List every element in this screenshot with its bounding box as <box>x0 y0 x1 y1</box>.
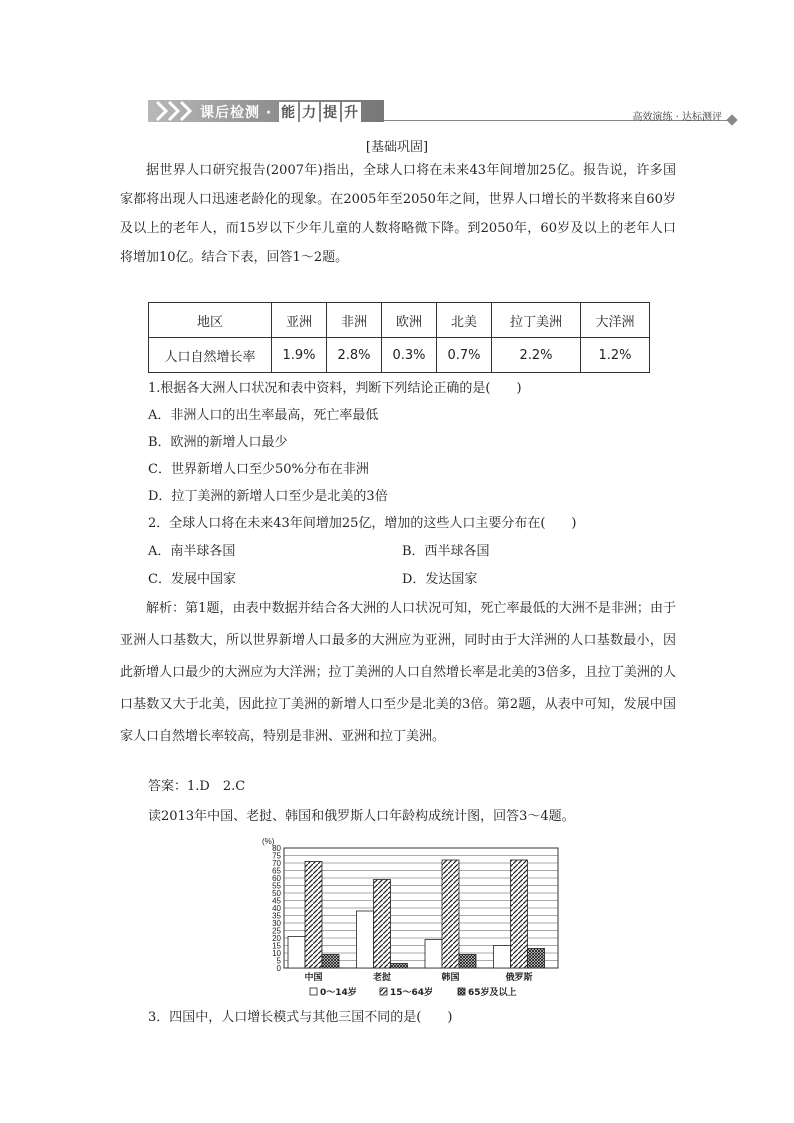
y-tick-label: 5 <box>276 956 281 966</box>
x-tick-label: 中国 <box>304 973 323 983</box>
bar-working-age <box>305 862 322 969</box>
table-cell: 大洋洲 <box>581 303 650 338</box>
y-tick-label: 20 <box>272 934 281 943</box>
banner-title-main: 课后检测 <box>200 105 260 121</box>
bar-elderly <box>322 955 339 969</box>
table-cell: 亚洲 <box>272 303 327 338</box>
table-cell: 2.8% <box>327 338 382 373</box>
table-cell: 0.3% <box>382 338 437 373</box>
table-cell: 非洲 <box>327 303 382 338</box>
section-header <box>148 100 736 122</box>
table-cell: 1.2% <box>581 338 650 373</box>
banner-char: 提 <box>321 102 340 122</box>
bar-elderly <box>528 949 545 969</box>
question-2-option-c: C．发展中国家 <box>148 572 236 587</box>
table-cell: 地区 <box>149 303 272 338</box>
question-1-option-b: B．欧洲的新增人口最少 <box>148 435 288 450</box>
age-structure-chart <box>248 834 568 1002</box>
table-cell: 拉丁美洲 <box>492 303 581 338</box>
legend-label: 0～14岁 <box>320 988 357 998</box>
chart-intro: 读2013年中国、老挝、韩国和俄罗斯人口年龄构成统计图，回答3～4题。 <box>148 809 575 824</box>
legend-swatch <box>458 988 465 995</box>
header-banner <box>148 100 384 122</box>
bar-working-age <box>442 860 459 968</box>
y-tick-label: 45 <box>272 896 281 906</box>
bar-elderly <box>459 955 476 969</box>
table-row <box>149 338 650 373</box>
bar-children <box>357 911 374 968</box>
table-cell: 北美 <box>437 303 492 338</box>
y-axis-label: (%) <box>262 837 275 846</box>
question-2-option-b: B．西半球各国 <box>402 544 490 559</box>
y-tick-label: 60 <box>272 874 281 883</box>
y-tick-label: 55 <box>272 881 281 891</box>
question-1-stem: 1.根据各大洲人口状况和表中资料，判断下列结论正确的是( ) <box>148 381 522 396</box>
growth-rate-table <box>148 302 650 373</box>
y-tick-label: 10 <box>272 949 281 958</box>
banner-char: 能 <box>279 102 298 122</box>
legend-label: 65岁及以上 <box>468 988 517 998</box>
y-tick-label: 65 <box>272 866 281 876</box>
banner-title <box>200 102 362 122</box>
bar-elderly <box>391 964 408 969</box>
question-3-stem: 3．四国中，人口增长模式与其他三国不同的是( ) <box>148 1010 453 1025</box>
header-tagline: 高效演练 · 达标测评 <box>632 112 722 123</box>
y-tick-label: 50 <box>272 889 281 898</box>
banner-separator: · <box>265 105 273 121</box>
legend-label: 15～64岁 <box>390 988 434 998</box>
legend-swatch <box>310 988 317 995</box>
y-tick-label: 35 <box>272 911 281 921</box>
table-cell: 2.2% <box>492 338 581 373</box>
question-2-option-a: A．南半球各国 <box>148 544 236 559</box>
x-tick-label: 老挝 <box>372 973 392 983</box>
y-tick-label: 75 <box>272 851 281 861</box>
bar-working-age <box>374 880 391 969</box>
y-tick-label: 80 <box>272 844 281 853</box>
bar-children <box>494 946 511 969</box>
bar-children <box>288 937 305 969</box>
analysis-paragraph: 解析：第1题，由表中数据并结合各大洲的人口状况可知，死亡率最低的大洲不是非洲；由于亚洲人口基数大，所以世界新增人口最多的大洲应为亚洲，同时由于大洋洲的人口基数最小，因此新增人口最少的大洲应为大洋洲；拉丁美洲的人口自然增长率是北美的3倍多，且拉丁美洲的人口基数又大于北美，因此拉丁美洲的新增人口至少是北美的3倍。第2题，从表中可知，发展中国家人口自然增长率较高，特别是非洲、亚洲和拉丁美洲。 <box>120 601 676 744</box>
chevron-right-icon <box>178 100 194 122</box>
table-cell: 1.9% <box>272 338 327 373</box>
intro-paragraph: 据世界人口研究报告(2007年)指出，全球人口将在未来43年间增加25亿。报告说，许多国家都将出现人口迅速老龄化的现象。在2005年至2050年之间，世界人口增长的半数将来自60岁及以上的老年人，而15岁以下少年儿童的人数将略微下降。到2050年，60岁及以上的老年人口将增加10亿。结合下表，回答1～2题。 <box>120 163 676 265</box>
question-2-stem: 2．全球人口将在未来43年间增加25亿，增加的这些人口主要分布在( ) <box>148 516 577 531</box>
question-1-option-d: D．拉丁美洲的新增人口至少是北美的3倍 <box>148 489 388 504</box>
x-tick-label: 俄罗斯 <box>505 973 533 983</box>
question-2-option-d: D．发达国家 <box>402 572 478 587</box>
y-tick-label: 0 <box>276 964 281 973</box>
banner-char: 力 <box>300 102 319 122</box>
table-cell: 0.7% <box>437 338 492 373</box>
table-header-row <box>149 303 650 338</box>
table-cell: 欧洲 <box>382 303 437 338</box>
y-tick-label: 40 <box>272 904 281 913</box>
bar-working-age <box>511 860 528 968</box>
y-tick-label: 30 <box>272 919 281 928</box>
diamond-icon <box>726 114 737 125</box>
x-tick-label: 韩国 <box>441 973 460 983</box>
question-1-option-a: A．非洲人口的出生率最高，死亡率最低 <box>148 408 379 423</box>
bar-children <box>425 940 442 969</box>
table-cell: 人口自然增长率 <box>149 338 272 373</box>
banner-char: 升 <box>342 102 361 122</box>
y-tick-label: 70 <box>272 859 281 868</box>
answer-line: 答案：1.D 2.C <box>148 779 246 794</box>
y-tick-label: 25 <box>272 926 281 936</box>
question-1-option-c: C．世界新增人口至少50%分布在非洲 <box>148 462 369 477</box>
section-title: [基础巩固] <box>365 140 429 155</box>
y-tick-label: 15 <box>272 941 281 951</box>
legend-swatch <box>380 988 387 995</box>
